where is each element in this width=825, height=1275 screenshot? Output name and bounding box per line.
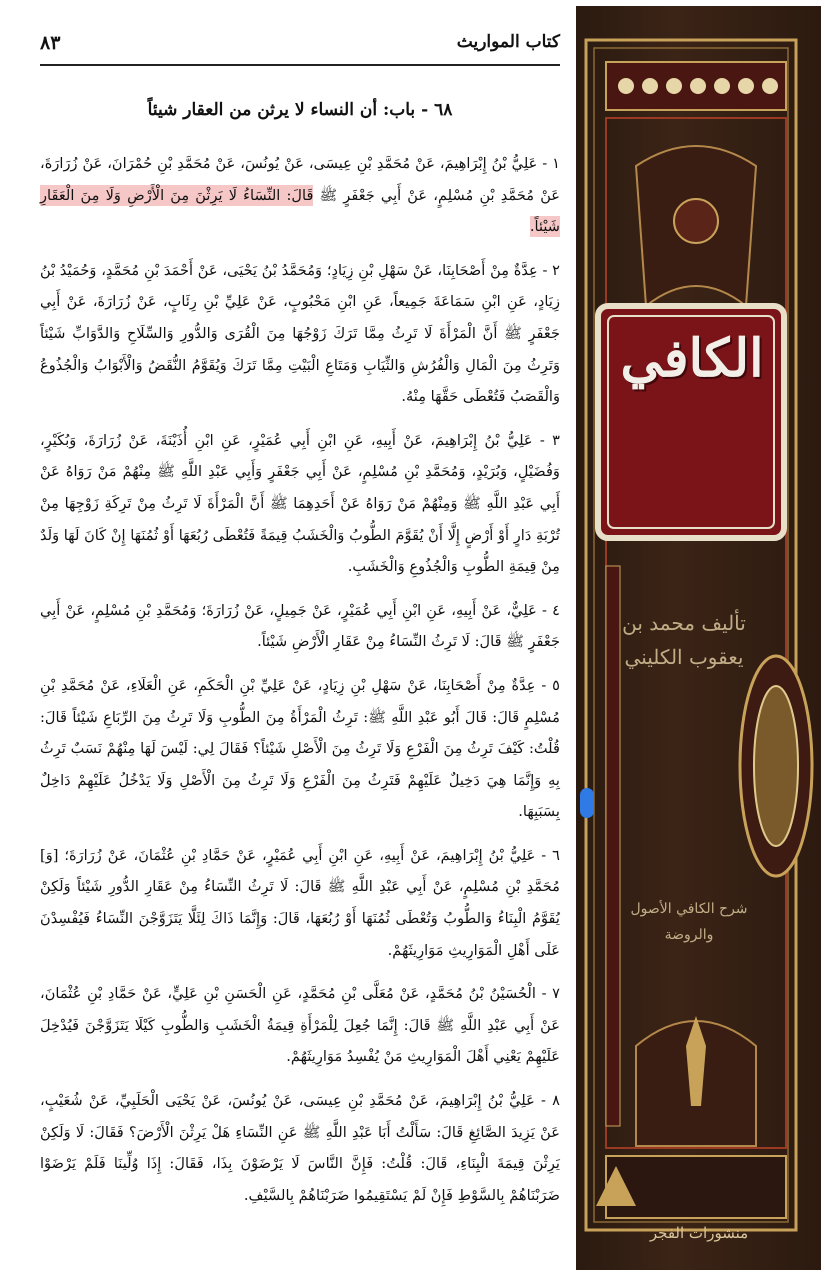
hadith-1: [40, 148, 560, 243]
page-header: [40, 26, 560, 66]
book-cover: [576, 6, 821, 1270]
hadith-5: ٥ - عِدَّةٌ مِنْ أَصْحَابِنَا، عَنْ سَهْلِ بْنِ زِيَادٍ، عَنْ عَلِيِّ بْنِ الْحَكَمِ، عَنِ الْعَلَاءِ، عَنْ مُحَمَّدِ بْنِ مُسْلِمٍ قَالَ: قَالَ أَبُو عَبْدِ اللَّهِ ﷺ: تَرِثُ الْمَرْأَةُ مِنَ الطُّوبِ وَلَا تَرِثُ مِنَ الرِّبَاعِ شَيْئاً قَالَ: قُلْتُ: كَيْفَ تَرِثُ مِنَ الْفَرْعِ وَلَا تَرِثُ مِنَ الْأَصْلِ شَيْئاً؟ فَقَالَ لِي: لَيْسَ لَهَا مِنْهُمْ نَسَبٌ تَرِثُ بِهِ وَإِنَّمَا هِيَ دَخِيلٌ عَلَيْهِمْ فَتَرِثُ مِنَ الْفَرْعِ وَلَا تَرِثُ مِنَ الْأَصْلِ وَلَا يَدْخُلُ عَلَيْهِمْ دَاخِلٌ بِسَبَبِهَا.: [40, 676, 561, 821]
highlighted-text: قَالَ: النِّسَاءُ لَا يَرِثْنَ مِنَ الْأَرْضِ وَلَا مِنَ الْعَقَارِ شَيْئاً.: [40, 186, 560, 236]
cover-title: الكافي: [620, 328, 764, 389]
hadith-2: ٢ - عِدَّةٌ مِنْ أَصْحَابِنَا، عَنْ سَهْلِ بْنِ زِيَادٍ؛ وَمُحَمَّدُ بْنُ يَحْيَى، عَنْ أَحْمَدَ بْنِ مُحَمَّدٍ، وَحُمَيْدُ بْنُ زِيَادٍ، عَنِ ابْنِ سَمَاعَةَ جَمِيعاً، عَنِ ابْنِ مَحْبُوبٍ، عَنْ عَلِيِّ بْنِ رِئَابٍ، عَنْ زُرَارَةَ، عَنْ أَبِي جَعْفَرٍ ﷺ أَنَّ الْمَرْأَةَ لَا تَرِثُ مِمَّا تَرَكَ زَوْجُهَا مِنَ الْقُرَى وَالدُّورِ وَالسِّلَاحِ وَالدَّوَابِّ شَيْئاً وَتَرِثُ مِنَ الْمَالِ وَالْفُرُشِ وَالثِّيَابِ وَمَتَاعِ الْبَيْتِ مِمَّا تَرَكَ وَيُقَوَّمُ النُّقَضُ وَالْأَبْوَابُ وَالْجُذُوعُ وَالْقَصَبُ فَتُعْطَى حَقَّهَا مِنْهُ.: [40, 261, 560, 406]
hadith-list: [40, 148, 560, 1223]
hadith-8: ٨ - عَلِيُّ بْنُ إِبْرَاهِيمَ، عَنْ مُحَمَّدِ بْنِ عِيسَى، عَنْ يُونُسَ، عَنْ يَحْيَى الْحَلَبِيِّ، عَنْ شُعَيْبٍ، عَنْ يَزِيدَ الصَّائِغِ قَالَ: سَأَلْتُ أَبَا عَبْدِ اللَّهِ ﷺ عَنِ النِّسَاءِ هَلْ يَرِثْنَ الْأَرْضَ؟ فَقَالَ: لَا وَلَكِنْ يَرِثْنَ قِيمَةَ الْبِنَاءِ، قَالَ: قُلْتُ: فَإِنَّ النَّاسَ لَا يَرْضَوْنَ بِذَا، فَقَالَ: إِذَا وُلِّينَا فَلَمْ يَرْضَوْا ضَرَبْنَاهُمْ بِالسَّوْطِ فَإِنْ لَمْ يَسْتَقِيمُوا ضَرَبْنَاهُمْ بِالسَّيْفِ.: [40, 1092, 560, 1204]
hadith-3: ٣ - عَلِيُّ بْنُ إِبْرَاهِيمَ، عَنْ أَبِيهِ، عَنِ ابْنِ أَبِي عُمَيْرٍ، عَنِ ابْنِ أُذَيْنَةَ، عَنْ زُرَارَةَ، وَبُكَيْرٍ، وَفُضَيْلٍ، وَبُرَيْدٍ، وَمُحَمَّدِ بْنِ مُسْلِمٍ، عَنْ أَبِي جَعْفَرٍ وَأَبِي عَبْدِ اللَّهِ ﷺ مِنْهُمْ مَنْ رَوَاهُ عَنْ أَبِي عَبْدِ اللَّهِ ﷺ وَمِنْهُمْ مَنْ رَوَاهُ عَنْ أَحَدِهِمَا ﷺ أَنَّ الْمَرْأَةَ لَا تَرِثُ مِنْ تَرِكَةِ زَوْجِهَا مِنْ تُرْبَةِ دَارٍ أَوْ أَرْضٍ إِلَّا أَنْ يُقَوَّمَ الطُّوبُ وَالْخَشَبُ قِيمَةً فَتُعْطَى رُبُعَهَا أَوْ ثُمُنَهَا إِنْ كَانَ لَهَا وَلَدٌ مِنْ قِيمَةِ الطُّوبِ وَالْجُذُوعِ وَالْخَشَبِ.: [40, 431, 560, 576]
page-number: ٨٣: [40, 32, 61, 54]
scroll-handle[interactable]: [580, 788, 594, 818]
book-section-title: كتاب المواريث: [456, 32, 560, 52]
cover-author: تأليف محمد بن يعقوب الكليني: [622, 611, 746, 669]
hadith-1-chain: ١ - عَلِيُّ بْنُ إِبْرَاهِيمَ، عَنْ مُحَمَّدِ بْنِ عِيسَى، عَنْ يُونُسَ، عَنْ مُحَمَّدِ بْنِ حُمْرَانَ، عَنْ زُرَارَةَ، عَنْ مُحَمَّدِ بْنِ مُسْلِمٍ، عَنْ أَبِي جَعْفَرٍ ﷺ: [40, 155, 561, 204]
hadith-6: ٦ - عَلِيُّ بْنُ إِبْرَاهِيمَ، عَنْ أَبِيهِ، عَنِ ابْنِ أَبِي عُمَيْرٍ، عَنْ حَمَّادِ بْنِ عُثْمَانَ، عَنْ زُرَارَةَ؛ [وَ] مُحَمَّدِ بْنِ مُسْلِمٍ، عَنْ أَبِي عَبْدِ اللَّهِ ﷺ قَالَ: لَا تَرِثُ النِّسَاءُ مِنْ عَقَارِ الدُّورِ شَيْئاً وَلَكِنْ يُقَوَّمُ الْبِنَاءُ وَالطُّوبُ وَتُعْطَى ثُمُنَهَا أَوْ رُبُعَهَا، قَالَ: وَإِنَّمَا ذَاكَ لِئَلَّا يَتَزَوَّجْنَ النِّسَاءُ فَيُفْسِدْنَ عَلَى أَهْلِ الْمَوَارِيثِ مَوَارِيثَهُمْ.: [40, 846, 560, 959]
hadith-7: ٧ - الْحُسَيْنُ بْنُ مُحَمَّدٍ، عَنْ مُعَلَّى بْنِ مُحَمَّدٍ، عَنِ الْحَسَنِ بْنِ عَلِيٍّ، عَنْ حَمَّادِ بْنِ عُثْمَانَ، عَنْ أَبِي عَبْدِ اللَّهِ ﷺ قَالَ: إِنَّمَا جُعِلَ لِلْمَرْأَةِ قِيمَةُ الْخَشَبِ وَالطُّوبِ كَيْلَا يَتَزَوَّجْنَ فَيُدْخِلَ عَلَيْهِمْ يَعْنِي أَهْلَ الْمَوَارِيثِ مَنْ يُفْسِدُ مَوَارِيثَهُمْ.: [40, 985, 560, 1066]
hadith-4: ٤ - عَلِيٌّ، عَنْ أَبِيهِ، عَنِ ابْنِ أَبِي عُمَيْرٍ، عَنْ جَمِيلٍ، عَنْ زُرَارَةَ؛ وَمُحَمَّدِ بْنِ مُسْلِمٍ، عَنْ أَبِي جَعْفَرٍ ﷺ قَالَ: لَا تَرِثُ النِّسَاءُ مِنْ عَقَارِ الْأَرْضِ شَيْئاً.: [40, 601, 560, 651]
chapter-title: ٦٨ - باب: أن النساء لا يرثن من العقار شيئاً: [147, 100, 453, 120]
cover-subtitle: شرح الكافي الأصول والروضة: [630, 901, 748, 943]
cover-publisher: منشورات الفجر: [649, 1224, 749, 1242]
